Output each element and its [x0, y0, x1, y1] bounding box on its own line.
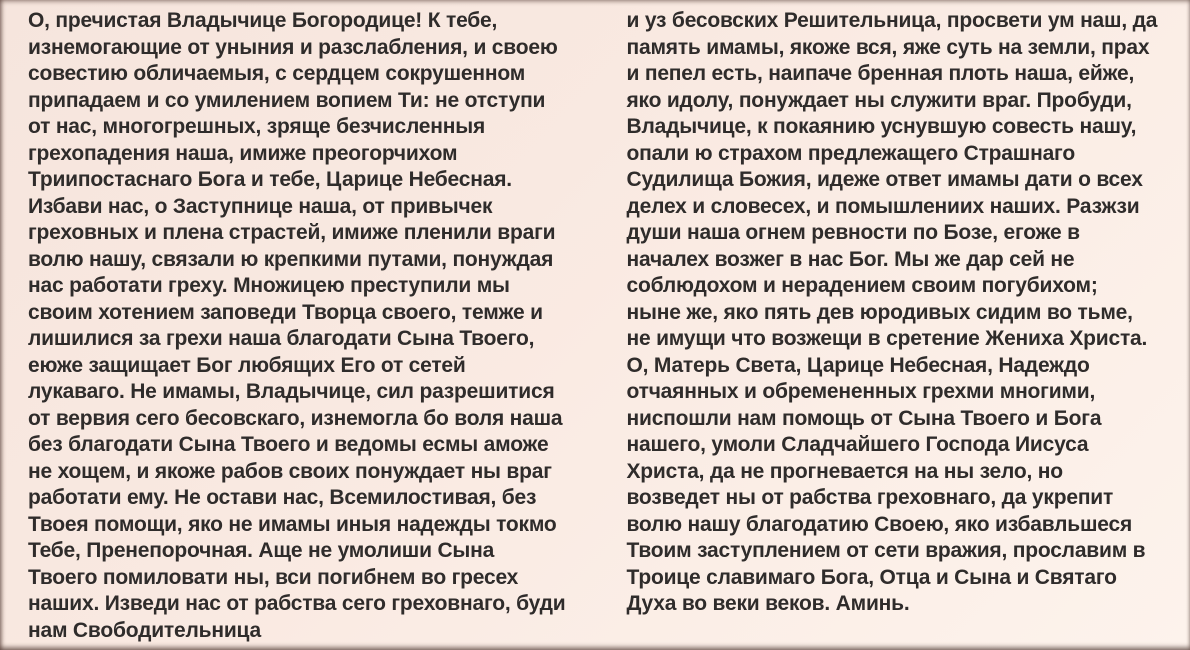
- prayer-text-line: грехопадения наша, имиже преогорчихом: [28, 141, 458, 165]
- prayer-text-line: работати ему. Не остави нас, Всемилостивая, без: [28, 486, 537, 509]
- prayer-text-line: и пепел есть, наипаче бренная плоть наша, ейже,: [626, 62, 1135, 85]
- prayer-text-line: возведет ны от рабства греховнаго, да укрепит: [626, 486, 1114, 509]
- prayer-text-line: от нас, многогрешных, зряще безчисленныя: [28, 115, 486, 138]
- prayer-text-line: нам Свободительница: [28, 618, 261, 642]
- prayer-text-line: нас работати греху. Множицею преступили мы: [28, 274, 510, 297]
- prayer-text-line: Избави нас, о Заступнице наша, от привычек: [28, 194, 493, 218]
- prayer-text-line: волю нашу, связали ю крепкими путами, понуждая: [28, 247, 554, 271]
- prayer-text-line: совестию обличаемыя, с сердцем сокрушенном: [28, 62, 526, 85]
- prayer-text-line: и уз бесовских Решительница, просвети ум наш, да: [626, 9, 1158, 32]
- prayer-text-line: не хощем, и якоже рабов своих понуждает ны враг: [28, 459, 552, 483]
- prayer-text-line: Троице славимаго Бога, Отца и Сына и Святаго: [626, 565, 1117, 589]
- prayer-text-line: от вервия сего бесовскаго, изнемогла бо воля наша: [28, 406, 563, 430]
- prayer-column-right: [627, 8, 1166, 650]
- prayer-text-line: Твоего помиловати ны, вси погибнем во гресех: [28, 565, 519, 589]
- prayer-text-line: О, Матерь Света, Царице Небесная, Надеждо: [626, 353, 1090, 377]
- prayer-column-left: [28, 8, 567, 650]
- prayer-text-line: началех возжег в нас Бог. Мы же дар сей не: [626, 247, 1075, 271]
- prayer-text-line: Судилища Божия, идеже ответ имамы дати о всех: [626, 168, 1143, 191]
- prayer-text-line: лишилися за грехи наша благодати Сына Твоего,: [28, 327, 535, 350]
- prayer-text-line: не имущи что возжещи в сретение Жениха Христа.: [626, 327, 1148, 350]
- prayer-text-line: еюже защищает Бог любящих Его от сетей: [28, 353, 466, 377]
- prayer-text-line: яко идолу, понуждает ны служити враг. Пробуди,: [626, 88, 1132, 112]
- prayer-text-line: припадаем и со умилением вопием Ти: не отступи: [28, 88, 546, 112]
- prayer-text-line: греховных и плена страстей, имиже пленили враги: [28, 221, 556, 244]
- prayer-text-line: Христа, да не прогневается на ны зело, но: [626, 459, 1063, 483]
- prayer-text-line: Твоея помощи, яко не имамы иныя надежды токмо: [28, 512, 557, 536]
- prayer-text-line: делех и словесех, и помышлениих наших. Разжзи: [626, 194, 1140, 218]
- prayer-text-line: волю нашу благодатию Своею, яко избавльшеся: [626, 512, 1133, 536]
- prayer-text-line: своим хотением заповеди Творца своего, темже и: [28, 300, 543, 324]
- prayer-text-line: ниспошли нам помощь от Сына Твоего и Бога: [626, 406, 1102, 430]
- prayer-text-line: Тебе, Пренепорочная. Аще не умолиши Сына: [28, 539, 495, 562]
- prayer-text-line: души наша огнем ревности по Бозе, егоже в: [626, 221, 1080, 244]
- prayer-text-line: Владычице, к покаянию уснувшую совесть нашу,: [626, 115, 1137, 138]
- prayer-text-line: ныне же, яко пять дев юродивых сидим во тьме,: [626, 300, 1133, 324]
- prayer-text-line: наших. Изведи нас от рабства сего греховнаго, буди: [28, 592, 566, 615]
- prayer-text-line: отчаянных и обремененных грехми многими,: [626, 380, 1096, 403]
- prayer-text-line: изнемогающие от уныния и разслабления, и своею: [28, 35, 558, 59]
- prayer-text-line: О, пречистая Владычице Богородице! К тебе,: [28, 9, 498, 32]
- prayer-text-line: опали ю страхом предлежащего Страшнаго: [626, 141, 1075, 165]
- prayer-text-line: память имамы, якоже вся, яже суть на земли, прах: [626, 35, 1150, 59]
- prayer-text-line: нашего, умоли Сладчайшего Господа Иисуса: [626, 433, 1089, 456]
- prayer-text-line: Триипостаснаго Бога и тебе, Царице Небесная.: [28, 168, 512, 191]
- prayer-text-line: Духа во веки веков. Аминь.: [626, 592, 910, 615]
- prayer-text-line: соблюдохом и нерадением своим погубихом;: [626, 274, 1098, 297]
- prayer-text-line: без благодати Сына Твоего и ведомы есмы аможе: [28, 433, 549, 456]
- prayer-text-line: Твоим заступлением от сети вражия, прославим в: [626, 539, 1146, 562]
- prayer-text-line: лукаваго. Не имамы, Владычице, сил разрешитися: [28, 380, 555, 403]
